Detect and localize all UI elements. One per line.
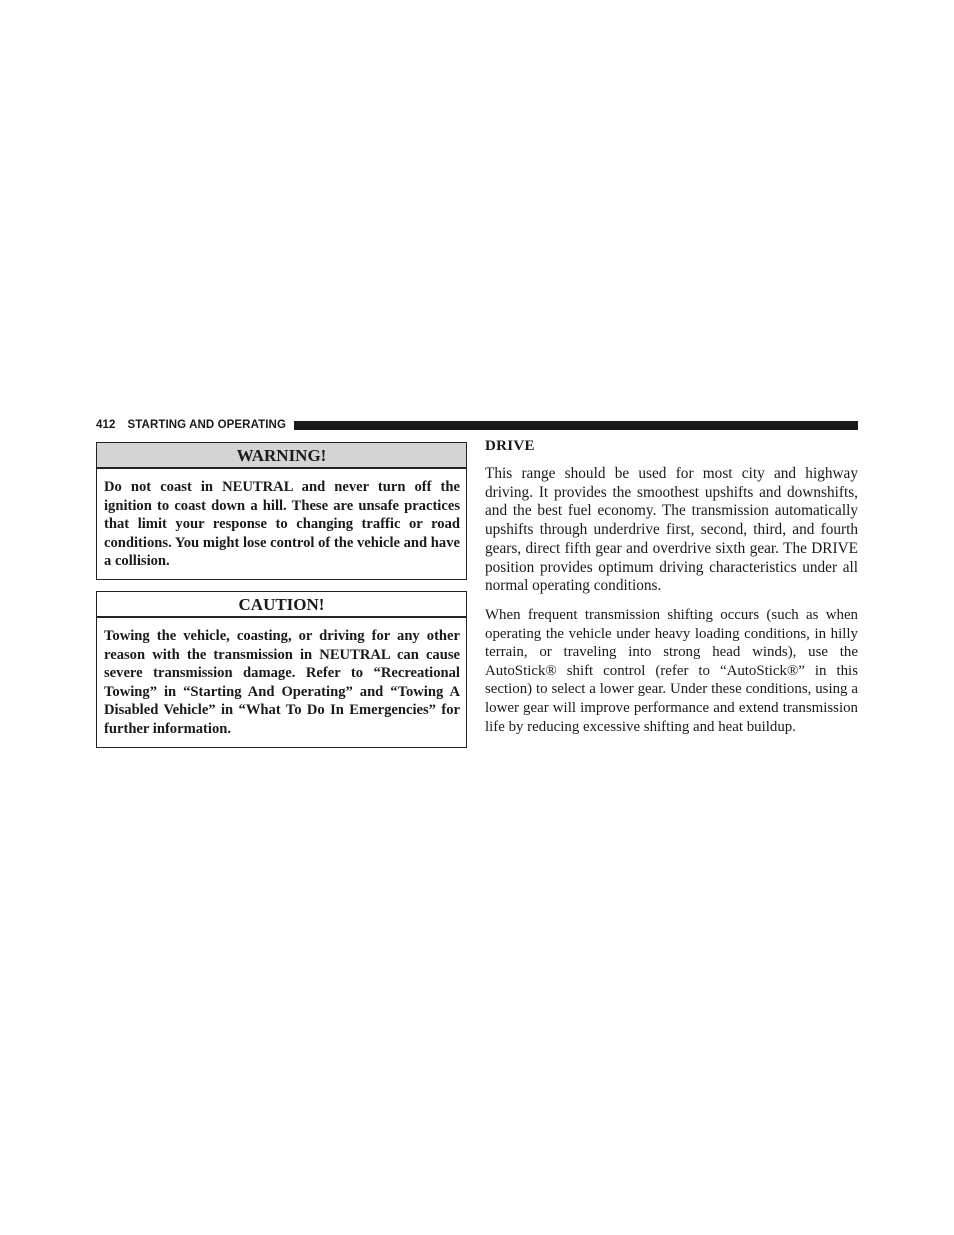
caution-text: Towing the vehicle, coasting, or driving for any other reason with the transmission in NEUTRAL can cause severe transmission damage. Refer to “Recreational Towing” in “Starting And Operating” and “Towing A Disabled Vehicle” in “What To Do In Emergencies” for further information.: [104, 628, 460, 737]
drive-paragraph-1: This range should be used for most city and highway driving. It provides the smoothest upshifts and downshifts, and the best fuel economy. The transmission automatically upshifts through underdrive first, second, third, and fourth gears, direct fifth gear and overdrive sixth gear. The DRIVE position provides optimum driving characteristics under all normal operating conditions.: [485, 465, 858, 595]
warning-box: [96, 442, 467, 580]
page-number: 412: [96, 419, 116, 431]
drive-heading: DRIVE: [485, 438, 535, 454]
section-title: STARTING AND OPERATING: [127, 419, 287, 431]
drive-paragraph-2: When frequent transmission shifting occurs (such as when operating the vehicle under heavy loading conditions, in hilly terrain, or traveling into strong head winds), use the AutoStick® shift control (refer to “AutoStick®” in this section) to select a lower gear. Under these conditions, using a lower gear will improve performance and extend transmission life by reducing excessive shifting and heat buildup.: [485, 607, 858, 735]
warning-text: Do not coast in NEUTRAL and never turn off the ignition to coast down a hill. These are unsafe practices that limit your response to changing traffic or road conditions. You might lose control of the vehicle and have a collision.: [104, 479, 460, 570]
warning-title: WARNING!: [97, 443, 466, 469]
caution-box: [96, 591, 467, 748]
caution-title: CAUTION!: [97, 592, 466, 618]
header-rule: [294, 421, 858, 430]
page-header: [96, 417, 858, 433]
